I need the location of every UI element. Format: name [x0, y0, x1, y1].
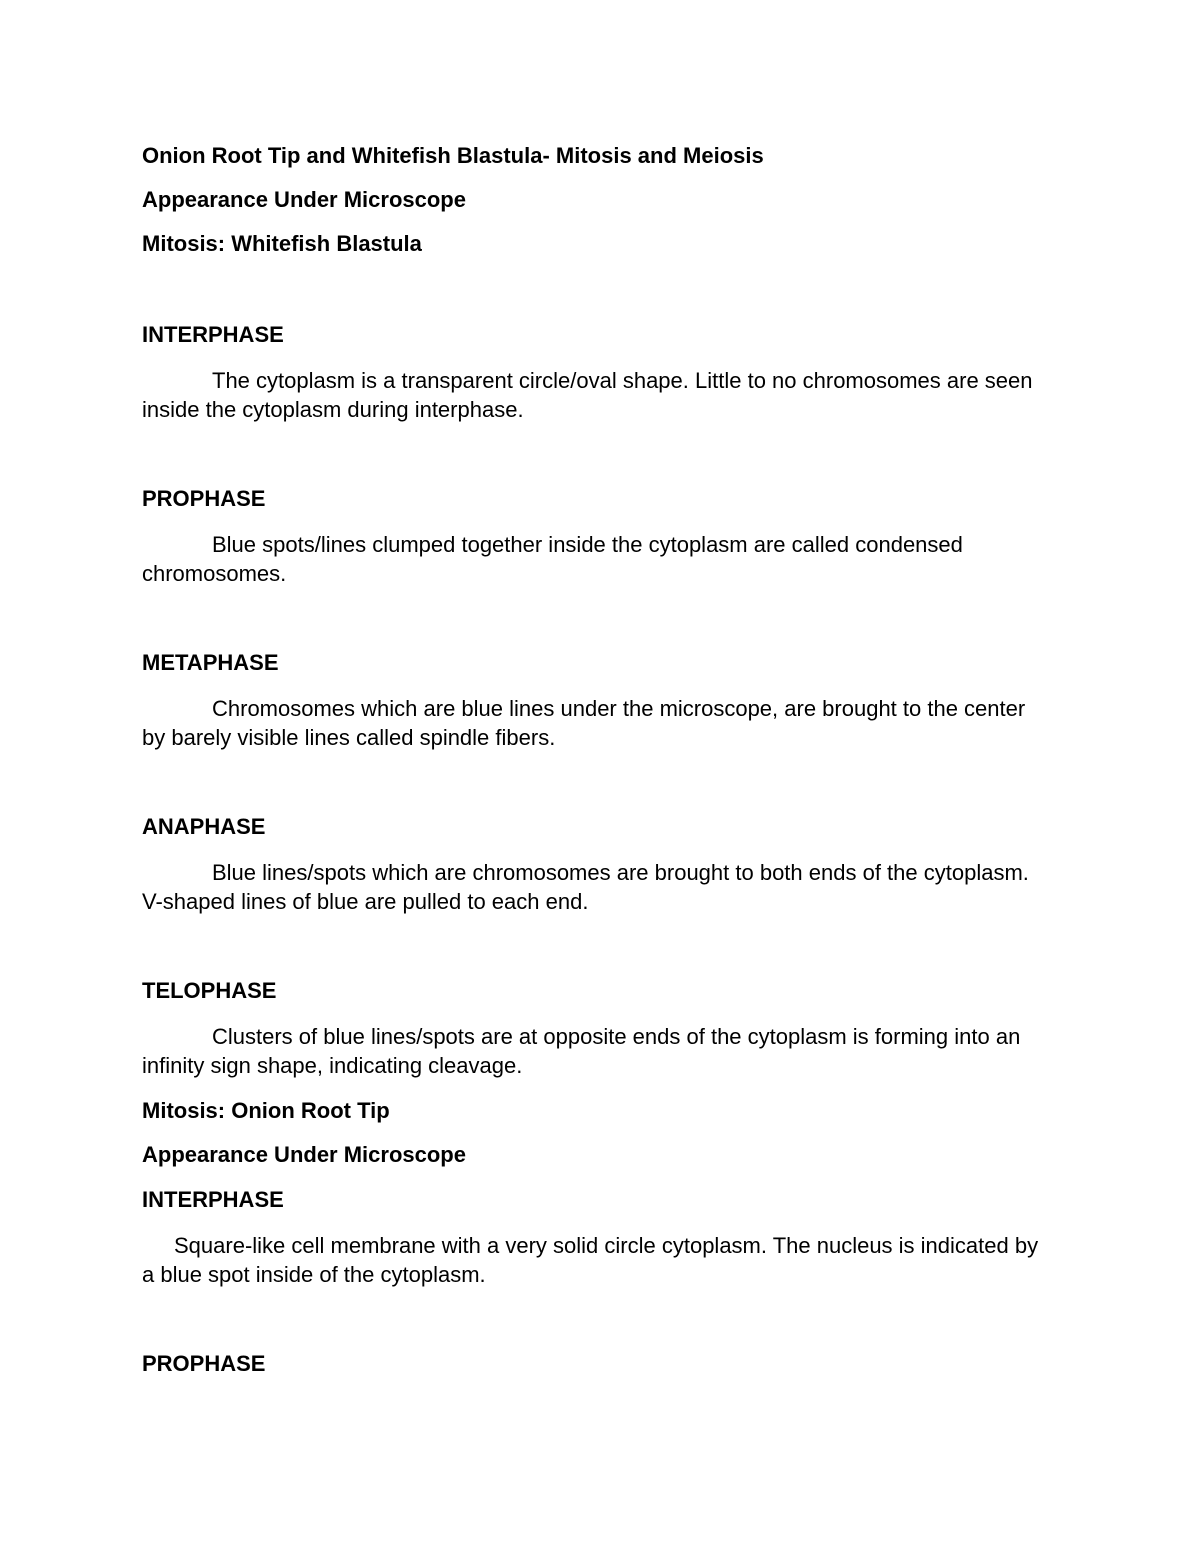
onion-prophase-heading: PROPHASE: [142, 1351, 266, 1376]
document-subtitle: Appearance Under Microscope: [142, 187, 466, 212]
blastula-telophase-heading: TELOPHASE: [142, 978, 277, 1003]
blastula-interphase-text: The cytoplasm is a transparent circle/oval shape. Little to no chromosomes are seen inside the cytoplasm during interphase.: [142, 368, 1033, 422]
onion-interphase-text: Square-like cell membrane with a very solid circle cytoplasm. The nucleus is indicated by a blue spot inside of the cytoplasm.: [142, 1233, 1039, 1287]
onion-interphase-heading: INTERPHASE: [142, 1187, 284, 1212]
blastula-telophase-text: Clusters of blue lines/spots are at opposite ends of the cytoplasm is forming into an infinity sign shape, indicating cleavage.: [142, 1024, 1021, 1078]
blastula-metaphase-text: Chromosomes which are blue lines under the microscope, are brought to the center by barely visible lines called spindle fibers.: [142, 696, 1026, 750]
section-heading-blastula: Mitosis: Whitefish Blastula: [142, 231, 422, 256]
blastula-prophase-heading: PROPHASE: [142, 486, 266, 511]
blastula-anaphase-text: Blue lines/spots which are chromosomes are brought to both ends of the cytoplasm. V-shaped lines of blue are pulled to each end.: [142, 860, 1029, 914]
blastula-prophase-text: Blue spots/lines clumped together inside the cytoplasm are called condensed chromosomes.: [142, 532, 963, 586]
document-title: Onion Root Tip and Whitefish Blastula- Mitosis and Meiosis: [142, 143, 764, 168]
section-subtitle-onion: Appearance Under Microscope: [142, 1142, 466, 1167]
blastula-anaphase-heading: ANAPHASE: [142, 814, 266, 839]
section-heading-onion: Mitosis: Onion Root Tip: [142, 1098, 390, 1123]
blastula-metaphase-heading: METAPHASE: [142, 650, 279, 675]
blastula-interphase-heading: INTERPHASE: [142, 322, 284, 347]
